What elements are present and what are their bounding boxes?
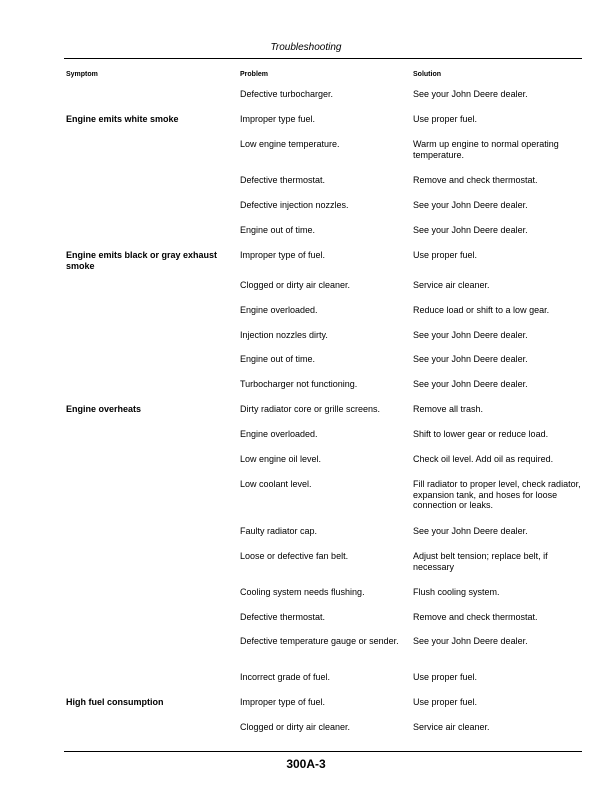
row-2-solution: Warm up engine to normal operating temperature.: [413, 139, 559, 160]
row-1-symptom: Engine emits white smoke: [66, 114, 179, 124]
row-14-solution: Check oil level. Add oil as required.: [413, 454, 554, 464]
row-6-solution: Use proper fuel.: [413, 250, 478, 260]
row-17-problem: Loose or defective fan belt.: [240, 551, 349, 561]
row-16-solution: See your John Deere dealer.: [413, 526, 528, 536]
column-header-solution: Solution: [413, 71, 441, 78]
row-20-problem: Defective temperature gauge or sender.: [240, 636, 399, 646]
row-23-solution: Service air cleaner.: [413, 722, 490, 732]
row-15-solution: Fill radiator to proper level, check radiator, expansion tank, and hoses for loose connection or leaks.: [413, 479, 581, 510]
row-22-solution: Use proper fuel.: [413, 697, 478, 707]
row-0-problem: Defective turbocharger.: [240, 89, 334, 99]
row-18-problem: Cooling system needs flushing.: [240, 587, 365, 597]
row-6-problem: Improper type of fuel.: [240, 250, 326, 260]
row-3-solution: Remove and check thermostat.: [413, 175, 538, 185]
row-2-problem: Low engine temperature.: [240, 139, 340, 149]
row-20-solution: See your John Deere dealer.: [413, 636, 528, 646]
footer-rule: [64, 751, 582, 752]
running-header: Troubleshooting: [270, 42, 342, 53]
column-header-problem: Problem: [240, 71, 269, 78]
row-9-problem: Injection nozzles dirty.: [240, 330, 328, 340]
row-8-solution: Reduce load or shift to a low gear.: [413, 305, 550, 315]
header-rule: [64, 58, 582, 59]
row-19-solution: Remove and check thermostat.: [413, 612, 538, 622]
row-11-solution: See your John Deere dealer.: [413, 379, 528, 389]
row-12-solution: Remove all trash.: [413, 404, 484, 414]
row-12-symptom: Engine overheats: [66, 404, 142, 414]
row-5-problem: Engine out of time.: [240, 225, 316, 235]
row-23-problem: Clogged or dirty air cleaner.: [240, 722, 351, 732]
row-7-problem: Clogged or dirty air cleaner.: [240, 280, 351, 290]
row-14-problem: Low engine oil level.: [240, 454, 322, 464]
row-21-problem: Incorrect grade of fuel.: [240, 672, 331, 682]
row-9-solution: See your John Deere dealer.: [413, 330, 528, 340]
row-1-solution: Use proper fuel.: [413, 114, 478, 124]
row-21-solution: Use proper fuel.: [413, 672, 478, 682]
column-header-symptom: Symptom: [66, 71, 98, 78]
row-10-problem: Engine out of time.: [240, 354, 316, 364]
row-15-problem: Low coolant level.: [240, 479, 312, 489]
row-22-problem: Improper type of fuel.: [240, 697, 326, 707]
row-17-solution: Adjust belt tension; replace belt, if necessary: [413, 551, 548, 572]
page-number: 300A-3: [286, 757, 326, 771]
row-1-problem: Improper type fuel.: [240, 114, 316, 124]
row-7-solution: Service air cleaner.: [413, 280, 490, 290]
row-18-solution: Flush cooling system.: [413, 587, 500, 597]
row-22-symptom: High fuel consumption: [66, 697, 164, 707]
row-19-problem: Defective thermostat.: [240, 612, 326, 622]
row-6-symptom: Engine emits black or gray exhaust smoke: [66, 250, 218, 271]
row-4-problem: Defective injection nozzles.: [240, 200, 349, 210]
row-10-solution: See your John Deere dealer.: [413, 354, 528, 364]
row-16-problem: Faulty radiator cap.: [240, 526, 318, 536]
row-0-solution: See your John Deere dealer.: [413, 89, 528, 99]
row-4-solution: See your John Deere dealer.: [413, 200, 528, 210]
row-5-solution: See your John Deere dealer.: [413, 225, 528, 235]
row-11-problem: Turbocharger not functioning.: [240, 379, 358, 389]
row-3-problem: Defective thermostat.: [240, 175, 326, 185]
row-8-problem: Engine overloaded.: [240, 305, 318, 315]
row-13-problem: Engine overloaded.: [240, 429, 318, 439]
row-12-problem: Dirty radiator core or grille screens.: [240, 404, 381, 414]
row-13-solution: Shift to lower gear or reduce load.: [413, 429, 549, 439]
